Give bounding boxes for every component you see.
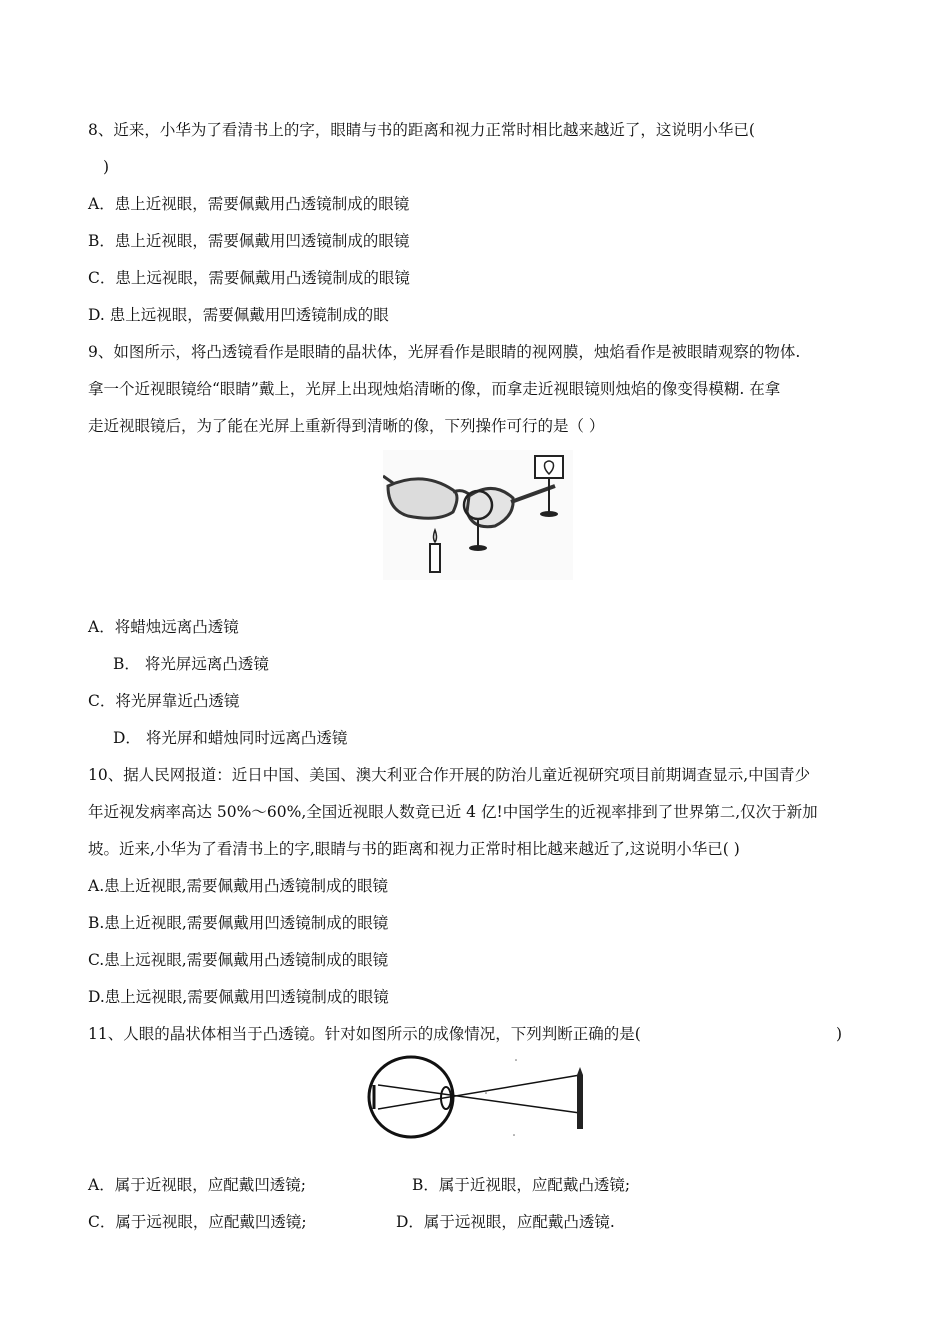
q10-option-b: B.患上近视眼,需要佩戴用凹透镜制成的眼镜 [88,914,389,932]
q9-option-b: B． 将光屏远离凸透镜 [113,655,269,673]
q9-stem-line-1: 9、如图所示，将凸透镜看作是眼睛的晶状体，光屏看作是眼睛的视网膜，烛焰看作是被眼睛观察的物体. [88,343,801,361]
q11-option-b: B．属于近视眼，应配戴凸透镜; [412,1176,631,1194]
q9-option-c: C．将光屏靠近凸透镜 [88,692,240,710]
q10-stem-line-2: 年近视发病率高达 50%～60%,全国近视眼人数竟已近 4 亿!中国学生的近视率排到了世界第二,仅次于新加 [88,803,818,821]
glasses-lens-candle-figure [383,450,573,580]
q9-option-d: D． 将光屏和蜡烛同时远离凸透镜 [113,729,348,747]
q11-stem: 11、人眼的晶状体相当于凸透镜。针对如图所示的成像情况，下列判断正确的是( [88,1025,641,1043]
q10-stem-line-1: 10、据人民网报道：近日中国、美国、澳大利亚合作开展的防治儿童近视研究项目前期调查显示,中国青少 [88,766,811,784]
q11-stem-end: ) [836,1025,843,1043]
q9-stem-line-2: 拿一个近视眼镜给“眼睛”戴上，光屏上出现烛焰清晰的像，而拿走近视眼镜则烛焰的像变得模糊. 在拿 [88,380,781,398]
q11-option-d: D．属于远视眼，应配戴凸透镜. [396,1213,615,1231]
q8-option-c: C．患上远视眼，需要佩戴用凸透镜制成的眼镜 [88,269,410,287]
q8-stem-end: ) [103,158,110,176]
q10-option-a: A.患上近视眼,需要佩戴用凸透镜制成的眼镜 [88,877,389,895]
eye-imaging-diagram [366,1055,591,1145]
q10-option-d: D.患上远视眼,需要佩戴用凹透镜制成的眼镜 [88,988,389,1006]
q9-stem-line-3: 走近视眼镜后，为了能在光屏上重新得到清晰的像，下列操作可行的是（ ） [88,417,605,435]
q8-stem: 8、近来，小华为了看清书上的字，眼睛与书的距离和视力正常时相比越来越近了，这说明小华已( [88,121,755,139]
q8-option-d: D. 患上远视眼，需要佩戴用凹透镜制成的眼 [88,306,389,324]
q8-option-a: A．患上近视眼，需要佩戴用凸透镜制成的眼镜 [88,195,410,213]
q10-stem-line-3: 坡。近来,小华为了看清书上的字,眼睛与书的距离和视力正常时相比越来越近了,这说明小华已( ) [88,840,740,858]
q8-option-b: B．患上近视眼，需要佩戴用凹透镜制成的眼镜 [88,232,410,250]
q11-option-a: A．属于近视眼，应配戴凹透镜; [88,1176,306,1194]
q11-option-c: C．属于远视眼，应配戴凹透镜; [88,1213,307,1231]
q9-option-a: A．将蜡烛远离凸透镜 [88,618,239,636]
q10-option-c: C.患上远视眼,需要佩戴用凸透镜制成的眼镜 [88,951,389,969]
